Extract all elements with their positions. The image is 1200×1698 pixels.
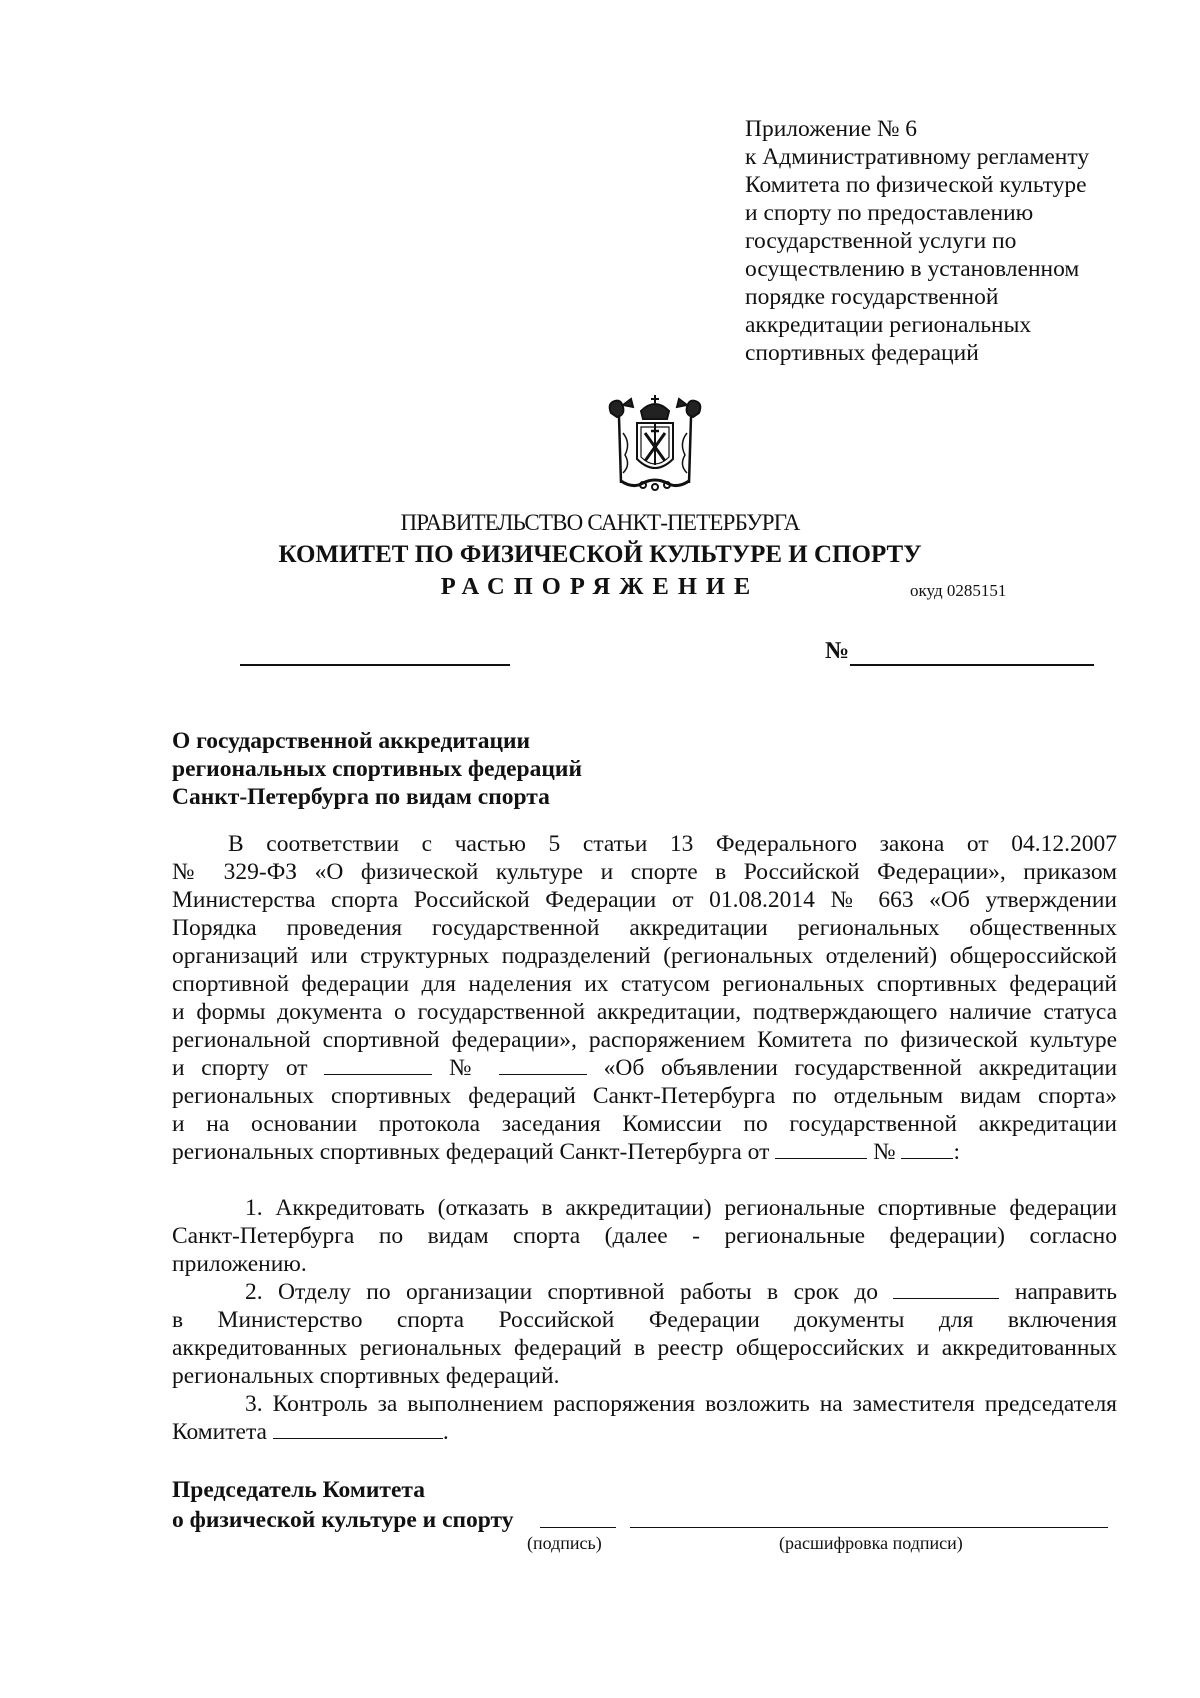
preamble-line — [172, 1054, 1117, 1082]
number-blank — [850, 664, 1094, 666]
deputy-name-blank — [273, 1419, 443, 1439]
subject-line: региональных спортивных федераций — [172, 756, 582, 782]
number-blank — [901, 1139, 953, 1159]
signer-title-line: Председатель Комитета — [172, 1477, 425, 1503]
number-blank — [499, 1055, 587, 1075]
subject-line: О государственной аккредитации — [172, 728, 531, 754]
preamble-line: организаций или структурных подразделений (региональных отделений) общероссийской — [172, 943, 1117, 969]
preamble-text: «Об объявлении государственной аккредитации — [603, 1055, 1118, 1081]
item-text: направить — [1014, 1279, 1118, 1305]
signer-title-line: о физической культуре и спорту — [172, 1507, 514, 1533]
preamble-line: Министерства спорта Российской Федерации от 01.08.2014 № 663 «Об утверждении — [172, 887, 1117, 913]
preamble-line: спортивной федерации для наделения их статусом региональных спортивных федераций — [172, 971, 1117, 997]
item-line: Санкт-Петербурга по видам спорта (далее - региональные федерации) согласно — [172, 1223, 1117, 1249]
preamble-line — [172, 1138, 1117, 1166]
date-blank — [240, 664, 510, 666]
preamble-line: Порядка проведения государственной аккредитации региональных общественных — [172, 915, 1117, 941]
item-text: Комитета — [172, 1419, 267, 1445]
item-line — [172, 1418, 1117, 1446]
annex-line: к Административному регламенту — [745, 144, 1090, 170]
date-blank — [775, 1139, 867, 1159]
number-sign: № — [449, 1055, 483, 1081]
preamble-line: региональной спортивной федерации», распоряжением Комитета по физической культуре — [172, 1027, 1117, 1053]
colon: : — [953, 1139, 960, 1165]
okud-code: окуд 0285151 — [910, 581, 1007, 600]
preamble-line: и формы документа о государственной аккредитации, подтверждающего наличие статуса — [172, 999, 1117, 1025]
annex-line: государственной услуги по — [745, 228, 1017, 254]
annex-line: Приложение № 6 — [745, 116, 918, 142]
annex-line: спортивных федераций — [745, 340, 979, 366]
government-title: ПРАВИТЕЛЬСТВО САНКТ-ПЕТЕРБУРГА — [400, 510, 800, 535]
document-type-title: РАСПОРЯЖЕНИЕ — [440, 573, 760, 600]
signature-decode-blank — [630, 1527, 1108, 1528]
deadline-blank — [893, 1279, 999, 1299]
preamble-text: региональных спортивных федераций Санкт-Петербурга от — [172, 1139, 770, 1165]
annex-line: аккредитации региональных — [745, 312, 1032, 338]
subject-line: Санкт-Петербурга по видам спорта — [172, 784, 550, 810]
preamble-line: № 329-ФЗ «О физической культуре и спорте в Российской Федерации», приказом — [172, 859, 1117, 885]
item-line: приложению. — [172, 1251, 307, 1277]
item-line: 1. Аккредитовать (отказать в аккредитации) региональные спортивные федерации — [245, 1195, 1117, 1221]
item-line: 3. Контроль за выполнением распоряжения возложить на заместителя председателя — [245, 1391, 1117, 1417]
committee-title: КОМИТЕТ ПО ФИЗИЧЕСКОЙ КУЛЬТУРЕ И СПОРТУ — [278, 541, 922, 568]
item-line — [245, 1278, 1117, 1306]
item-line: региональных спортивных федераций. — [172, 1363, 560, 1389]
signature-blank — [540, 1527, 616, 1528]
item-line: аккредитованных региональных федераций в реестр общероссийских и аккредитованных — [172, 1335, 1117, 1361]
signature-caption: (подпись) — [527, 1533, 602, 1553]
number-sign: № — [873, 1139, 896, 1165]
signer-block — [172, 1475, 514, 1535]
annex-block — [745, 115, 1165, 367]
document-subject — [172, 727, 582, 811]
annex-line: порядке государственной — [745, 284, 999, 310]
annex-line: и спорту по предоставлению — [745, 200, 1034, 226]
date-blank — [324, 1055, 432, 1075]
number-sign: № — [825, 638, 850, 664]
item-text: . — [442, 1419, 449, 1445]
annex-line: осуществлению в установленном — [745, 256, 1080, 282]
preamble-line: и на основании протокола заседания Комиссии по государственной аккредитации — [172, 1111, 1117, 1137]
preamble-text: и спорту от — [172, 1055, 308, 1081]
preamble-line: региональных спортивных федераций Санкт-Петербурга по отдельным видам спорта» — [172, 1083, 1117, 1109]
spb-coat-of-arms-icon — [603, 393, 707, 497]
item-line: в Министерство спорта Российской Федерации документы для включения — [172, 1307, 1117, 1333]
signature-decode-caption: (расшифровка подписи) — [779, 1533, 963, 1553]
preamble-line: В соответствии с частью 5 статьи 13 Федерального закона от 04.12.2007 — [228, 831, 1117, 857]
annex-line: Комитета по физической культуре — [745, 172, 1087, 198]
item-text: 2. Отделу по организации спортивной работы в срок до — [245, 1279, 879, 1305]
